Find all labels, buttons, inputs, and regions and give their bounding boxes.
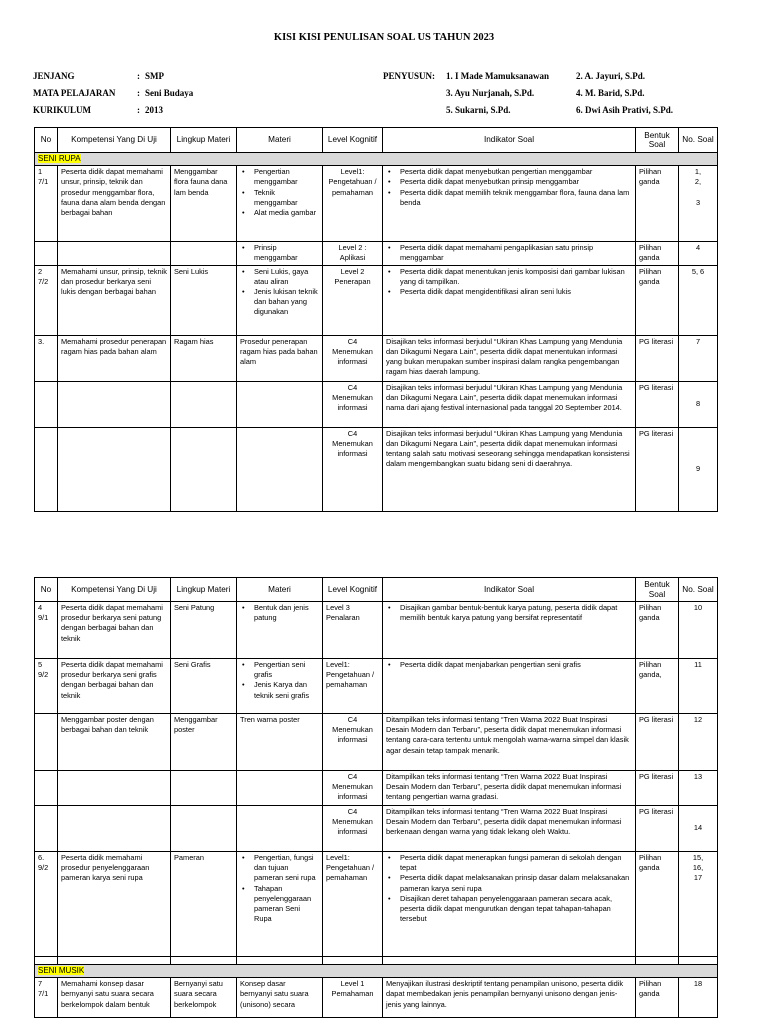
header-info <box>33 68 193 119</box>
cell-level: Level 3 Penalaran <box>323 602 383 659</box>
cell-lingkup: Pameran <box>171 852 237 957</box>
cell-level: Level 2 : Aplikasi <box>323 242 383 265</box>
col-no: No <box>35 578 58 602</box>
cell-level: C4 Menemukan informasi <box>323 381 383 427</box>
cell-no: 3. <box>35 335 58 381</box>
col-materi: Materi <box>237 128 323 153</box>
section-label: SENI RUPA <box>38 154 81 163</box>
cell-kd: Menggambar poster dengan berbagai bahan dan teknik <box>58 714 171 771</box>
cell-level: Level1: Pengetahuan / pemahaman <box>323 166 383 242</box>
colon: : <box>137 88 140 98</box>
cell-nosoal: 5, 6 <box>679 265 718 335</box>
penyusun-name: 1. I Made Mamuksanawan <box>446 71 550 81</box>
cell-bentuk: Pilihan ganda <box>636 265 679 335</box>
table-row <box>35 265 718 335</box>
list-item: • Pengertian, fungsi dan tujuan pameran seni rupa <box>240 853 319 884</box>
cell-nosoal: 12 <box>679 714 718 771</box>
table-row <box>35 714 718 771</box>
list-item: • Disajikan gambar bentuk-bentuk karya patung, peserta didik dapat memilih bentuk karya patung yang bersifat representatif <box>386 603 632 623</box>
table-row <box>35 166 718 242</box>
cell-no: 6. 9/2 <box>35 852 58 957</box>
document-title: KISI KISI PENULISAN SOAL US TAHUN 2023 <box>273 32 495 43</box>
cell-kd: Peserta didik memahami prosedur penyelenggaraan pameran karya seni rupa <box>58 852 171 957</box>
cell-level: Level1: Pengetahuan / pemahaman <box>323 852 383 957</box>
col-lingkup: Lingkup Materi <box>171 578 237 602</box>
cell-bentuk: Pilihan ganda <box>636 602 679 659</box>
col-nosoal: No. Soal <box>679 128 718 153</box>
cell-indikator: Disajikan teks informasi berjudul “Ukiran Khas Lampung yang Mendunia dan Dikagumi Negara Lain”, peserta didik dapat menemukan informasi tentang salah satu motivasi seseorang sehingga mendapatkan konsistensi dalam mengembangkan suatu bidang seni di daerahnya. <box>383 427 636 511</box>
cell-nosoal: 7 <box>679 335 718 381</box>
table-row <box>35 427 718 511</box>
cell-bentuk: Pilihan ganda <box>636 978 679 1018</box>
penyusun-name: 2. A. Jayuri, S.Pd. <box>576 71 646 81</box>
list-item: • Peserta didik dapat menjabarkan pengertian seni grafis <box>386 660 632 670</box>
cell-indikator: Menyajikan ilustrasi deskriptif tentang penampilan unisono, peserta didik dapat membedakan jenis penampilan bernyanyi unisono dengan jenis-jenis yang lainnya. <box>383 978 636 1018</box>
col-indikator: Indikator Soal <box>383 128 636 153</box>
cell-kd: Peserta didik dapat memahami prosedur berkarya seni grafis dengan berbagai bahan dan teknik <box>58 659 171 714</box>
penyusun-label: PENYUSUN: <box>383 71 436 81</box>
cell-level: Level1: Pengetahuan / pemahaman <box>323 659 383 714</box>
cell-materi <box>237 242 323 265</box>
cell-indikator <box>383 852 636 957</box>
list-item: • Peserta didik dapat melaksanakan prinsip dasar dalam melaksanakan pameran karya seni rupa <box>386 873 632 893</box>
list-item: • Prinsip menggambar <box>240 243 319 263</box>
list-item: • Peserta didik dapat menyebutkan pengertian menggambar <box>386 167 632 177</box>
cell-indikator: Disajikan teks informasi berjudul “Ukiran Khas Lampung yang Mendunia dan Dikagumi Negara Lain”, peserta didik dapat menentukan informasi yang bukan merupakan sumber inspirasi dalam rangka pengembangan ragam hias daerah lampung. <box>383 335 636 381</box>
table-row <box>35 852 718 957</box>
list-item: • Disajikan deret tahapan penyelenggaraan pameran secara acak, peserta didik dapat mengurutkan dengan tepat tahapan-tahapan tersebut <box>386 894 632 925</box>
colon: : <box>137 71 140 81</box>
header-kurikulum <box>33 102 193 119</box>
cell-materi <box>237 659 323 714</box>
cell-materi: Tren warna poster <box>237 714 323 771</box>
list-item: • Peserta didik dapat memahami pengaplikasian satu prinsip menggambar <box>386 243 632 263</box>
penyusun-name: 5. Sukarni, S.Pd. <box>446 105 511 115</box>
list-item: • Pengertian seni grafis <box>240 660 319 680</box>
table-row <box>35 381 718 427</box>
cell-nosoal: 8 <box>679 381 718 427</box>
cell-bentuk: PG literasi <box>636 771 679 806</box>
cell-bentuk: Pilihan ganda <box>636 242 679 265</box>
col-bentuk: Bentuk Soal <box>636 128 679 153</box>
table-row <box>35 659 718 714</box>
cell-materi: Prosedur penerapan ragam hias pada bahan alam <box>237 335 323 381</box>
penyusun-row <box>383 85 726 102</box>
table-row <box>35 335 718 381</box>
mapel-value: Seni Budaya <box>145 88 194 98</box>
table-row <box>35 771 718 806</box>
cell-no: 2 7/2 <box>35 265 58 335</box>
col-nosoal: No. Soal <box>679 578 718 602</box>
section-row <box>35 153 718 166</box>
col-kd: Kompetensi Yang Di Uji <box>58 128 171 153</box>
col-materi: Materi <box>237 578 323 602</box>
header-jenjang <box>33 68 193 85</box>
kisi-table-1 <box>34 127 718 512</box>
cell-indikator: Ditampilkan teks informasi tentang “Tren Warna 2022 Buat Inspirasi Desain Modern dan Terbaru”, peserta didik dapat menemukan informasi berkenaan dengan warna yang tidak lekang oleh Waktu. <box>383 806 636 852</box>
table-row <box>35 978 718 1018</box>
col-level: Level Kognitif <box>323 128 383 153</box>
cell-materi <box>237 852 323 957</box>
cell-level: C4 Menemukan informasi <box>323 427 383 511</box>
cell-indikator: Disajikan teks informasi berjudul “Ukiran Khas Lampung yang Mendunia dan Dikagumi Negara Lain”, peserta didik dapat menemukan informasi nama dari ajang festival internasional pada tanggal 20 September 2014. <box>383 381 636 427</box>
cell-no: 7 7/1 <box>35 978 58 1018</box>
table-header-row <box>35 578 718 602</box>
penyusun-info <box>383 68 726 119</box>
cell-kd: Memahami unsur, prinsip, teknik dan prosedur berkarya seni lukis dengan berbagai bahan <box>58 265 171 335</box>
list-item: • Pengertian menggambar <box>240 167 319 187</box>
list-item: • Jenis lukisan teknik dan bahan yang digunakan <box>240 287 319 318</box>
col-bentuk: Bentuk Soal <box>636 578 679 602</box>
section-label: SENI MUSIK <box>38 966 85 975</box>
cell-lingkup: Seni Patung <box>171 602 237 659</box>
cell-indikator: Ditampilkan teks informasi tentang “Tren Warna 2022 Buat Inspirasi Desain Modern dan Terbaru”, peserta didik dapat menemukan informasi tentang cara-cara tertentu untuk mengolah warna-warna simpel dan klasik agar desain tetap tampak menarik. <box>383 714 636 771</box>
list-item: • Peserta didik dapat memilih teknik menggambar flora, fauna dana lam benda <box>386 188 632 208</box>
cell-level: Level 1 Pemahaman <box>323 978 383 1018</box>
table-row <box>35 602 718 659</box>
cell-nosoal: 14 <box>679 806 718 852</box>
jenjang-label: JENJANG <box>33 71 75 81</box>
cell-materi <box>237 265 323 335</box>
cell-nosoal: 9 <box>679 427 718 511</box>
cell-lingkup: Seni Grafis <box>171 659 237 714</box>
cell-no: 5 9/2 <box>35 659 58 714</box>
list-item: • Bentuk dan jenis patung <box>240 603 319 623</box>
cell-nosoal: 10 <box>679 602 718 659</box>
col-indikator: Indikator Soal <box>383 578 636 602</box>
cell-materi: Konsep dasar bernyanyi satu suara (unisono) secara <box>237 978 323 1018</box>
cell-lingkup: Ragam hias <box>171 335 237 381</box>
cell-kd: Peserta didik dapat memahami unsur, prinsip, teknik dan prosedur menggambar flora, fauna dana alam benda dengan berbagai bahan <box>58 166 171 242</box>
cell-indikator <box>383 602 636 659</box>
cell-bentuk: PG literasi <box>636 427 679 511</box>
cell-indikator <box>383 659 636 714</box>
jenjang-value: SMP <box>145 71 164 81</box>
cell-level: C4 Menemukan informasi <box>323 335 383 381</box>
cell-level: Level 2 Penerapan <box>323 265 383 335</box>
cell-kd: Peserta didik dapat memahami prosedur berkarya seni patung dengan berbagai bahan dan teknik <box>58 602 171 659</box>
cell-nosoal: 1, 2, 3 <box>679 166 718 242</box>
cell-materi <box>237 166 323 242</box>
cell-kd: Memahami konsep dasar bernyanyi satu suara secara berkelompok dalam bentuk <box>58 978 171 1018</box>
cell-nosoal: 13 <box>679 771 718 806</box>
list-item: • Seni Lukis, gaya atau aliran <box>240 267 319 287</box>
col-no: No <box>35 128 58 153</box>
cell-lingkup: Menggambar flora fauna dana lam benda <box>171 166 237 242</box>
cell-indikator <box>383 242 636 265</box>
kurikulum-label: KURIKULUM <box>33 105 91 115</box>
cell-indikator: Ditampilkan teks informasi tentang “Tren Warna 2022 Buat Inspirasi Desain Modern dan Terbaru”, peserta didik dapat menemukan informasi tentang pengertian warna gradasi. <box>383 771 636 806</box>
cell-indikator <box>383 265 636 335</box>
cell-lingkup: Seni Lukis <box>171 265 237 335</box>
cell-bentuk: Pilihan ganda <box>636 852 679 957</box>
col-lingkup: Lingkup Materi <box>171 128 237 153</box>
penyusun-name: 6. Dwi Asih Prativi, S.Pd. <box>576 105 674 115</box>
section-row <box>35 965 718 978</box>
list-item: • Jenis Karya dan teknik seni grafis <box>240 680 319 700</box>
cell-kd: Memahami prosedur penerapan ragam hias pada bahan alam <box>58 335 171 381</box>
table-row <box>35 806 718 852</box>
header-mapel <box>33 85 193 102</box>
cell-bentuk: Pilihan ganda <box>636 166 679 242</box>
col-level: Level Kognitif <box>323 578 383 602</box>
list-item: • Peserta didik dapat menerapkan fungsi pameran di sekolah dengan tepat <box>386 853 632 873</box>
cell-nosoal: 4 <box>679 242 718 265</box>
cell-bentuk: PG literasi <box>636 806 679 852</box>
cell-lingkup: Menggambar poster <box>171 714 237 771</box>
mapel-label: MATA PELAJARAN <box>33 88 116 98</box>
spacer-row <box>35 957 718 965</box>
list-item: • Peserta didik dapat menentukan jenis komposisi dari gambar lukisan yang di tampilkan. <box>386 267 632 287</box>
list-item: • Tahapan penyelenggaraan pameran Seni Rupa <box>240 884 319 925</box>
cell-level: C4 Menemukan informasi <box>323 806 383 852</box>
cell-nosoal: 15, 16, 17 <box>679 852 718 957</box>
penyusun-row <box>383 102 726 119</box>
kisi-table-2 <box>34 577 718 1018</box>
col-kd: Kompetensi Yang Di Uji <box>58 578 171 602</box>
cell-bentuk: PG literasi <box>636 335 679 381</box>
cell-level: C4 Menemukan informasi <box>323 714 383 771</box>
cell-indikator <box>383 166 636 242</box>
penyusun-name: 4. M. Barid, S.Pd. <box>576 88 645 98</box>
cell-nosoal: 18 <box>679 978 718 1018</box>
list-item: • Peserta didik dapat mengidentifikasi aliran seni lukis <box>386 287 632 297</box>
colon: : <box>137 105 140 115</box>
cell-no: 1 7/1 <box>35 166 58 242</box>
cell-no: 4 9/1 <box>35 602 58 659</box>
table-header-row <box>35 128 718 153</box>
cell-nosoal: 11 <box>679 659 718 714</box>
kurikulum-value: 2013 <box>145 105 163 115</box>
cell-level: C4 Menemukan informasi <box>323 771 383 806</box>
penyusun-row <box>383 68 726 85</box>
list-item: • Peserta didik dapat menyebutkan prinsip menggambar <box>386 177 632 187</box>
penyusun-name: 3. Ayu Nurjanah, S.Pd. <box>446 88 535 98</box>
cell-bentuk: Pilihan ganda, <box>636 659 679 714</box>
table-row <box>35 242 718 265</box>
cell-bentuk: PG literasi <box>636 381 679 427</box>
list-item: • Alat media gambar <box>240 208 319 218</box>
list-item: • Teknik menggambar <box>240 188 319 208</box>
cell-bentuk: PG literasi <box>636 714 679 771</box>
cell-lingkup: Bernyanyi satu suara secara berkelompok <box>171 978 237 1018</box>
cell-materi <box>237 602 323 659</box>
